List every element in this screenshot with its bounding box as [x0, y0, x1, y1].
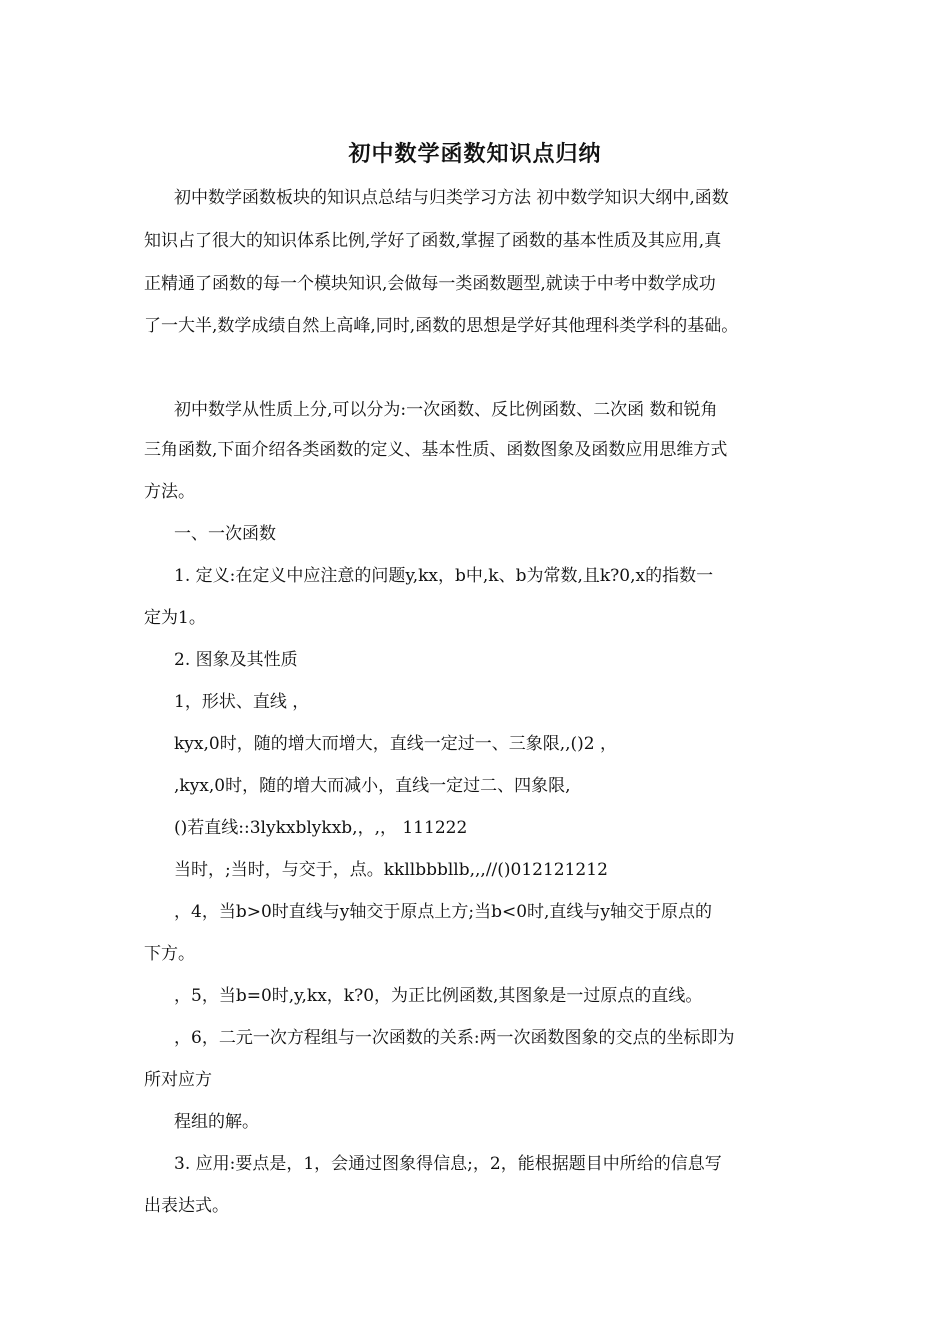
paragraph-line: 初中数学函数板块的知识点总结与归类学习方法 初中数学知识大纲中,函数 [174, 188, 729, 208]
paragraph-line: 方法。 [144, 482, 195, 502]
section-heading: 一、一次函数 [174, 524, 276, 544]
paragraph-line: 三角函数,下面介绍各类函数的定义、基本性质、函数图象及函数应用思维方式 [144, 440, 728, 460]
paragraph-line: 了一大半,数学成绩自然上高峰,同时,函数的思想是学好其他理科类学科的基础。 [144, 316, 739, 336]
document-title: 初中数学函数知识点归纳 [348, 141, 602, 167]
paragraph-line: 1，形状、直线 ， [174, 692, 310, 712]
paragraph-line: kyx,0时，随的增大而增大，直线一定过一、三象限,,()2 ， [174, 734, 618, 754]
paragraph-line: 当时，;当时，与交于，点。kkllbbbllb,,,//()012121212 [174, 860, 608, 880]
paragraph-line: 下方。 [144, 944, 195, 964]
paragraph-line: ,kyx,0时，随的增大而减小，直线一定过二、四象限, [174, 776, 571, 796]
paragraph-line: ，5，当b=0时,y,kx，k?0，为正比例函数,其图象是一过原点的直线。 [174, 986, 703, 1006]
paragraph-line: ()若直线::3lykxblykxb,，,， 111222 [174, 818, 468, 838]
paragraph-line: 正精通了函数的每一个模块知识,会做每一类函数题型,就读于中考中数学成功 [144, 274, 716, 294]
paragraph-line: ，4，当b>0时直线与y轴交于原点上方;当b<0时,直线与y轴交于原点的 [174, 902, 713, 922]
paragraph-line: 初中数学从性质上分,可以分为:一次函数、反比例函数、二次函 数和锐角 [174, 400, 718, 420]
paragraph-line: 程组的解。 [174, 1112, 259, 1132]
paragraph-line: 2. 图象及其性质 [174, 650, 298, 670]
paragraph-line: ，6，二元一次方程组与一次函数的关系:两一次函数图象的交点的坐标即为 [174, 1028, 735, 1048]
paragraph-line: 所对应方 [144, 1070, 212, 1090]
paragraph-line: 出表达式。 [144, 1196, 229, 1216]
paragraph-line: 知识占了很大的知识体系比例,学好了函数,掌握了函数的基本性质及其应用,真 [144, 231, 722, 251]
paragraph-line: 定为1。 [144, 608, 206, 628]
paragraph-line: 3. 应用:要点是，1，会通过图象得信息;，2，能根据题目中所给的信息写 [174, 1154, 722, 1174]
paragraph-line: 1. 定义:在定义中应注意的问题y,kx，b中,k、b为常数,且k?0,x的指数一 [174, 566, 714, 586]
